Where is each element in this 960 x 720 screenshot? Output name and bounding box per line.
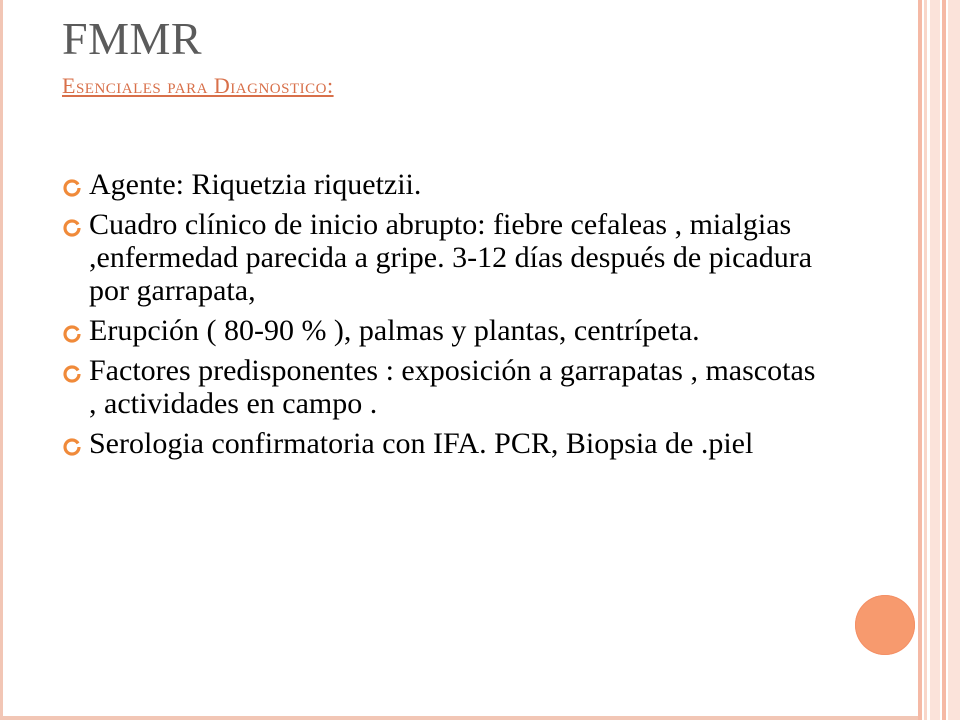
slide-subtitle: Esenciales para Diagnostico: (62, 73, 334, 98)
ring-bullet-icon (62, 178, 82, 198)
orange-circle-decoration (855, 595, 915, 655)
slide-title: FMMR (62, 13, 203, 64)
bullet-text: Factores predisponentes : exposición a garrapatas , mascotas , actividades en campo . (89, 354, 816, 420)
decorative-stripe (918, 0, 922, 720)
decorative-stripe (942, 0, 946, 720)
bullet-item (62, 208, 822, 307)
bullet-list (62, 168, 822, 467)
decorative-stripe (924, 0, 927, 720)
bullet-text: Cuadro clínico de inicio abrupto: fiebre cefaleas , mialgias ,enfermedad parecida a gripe. 3-12 días después de picadura por garrapata, (89, 208, 813, 307)
ring-bullet-icon (62, 437, 82, 457)
bullet-item (62, 168, 822, 201)
bullet-text: Erupción ( 80-90 % ), palmas y plantas, centrípeta. (89, 314, 700, 347)
decorative-stripe (930, 0, 940, 720)
frame-bottom-border (0, 716, 918, 720)
bullet-item (62, 314, 822, 347)
frame-left-border (0, 0, 3, 720)
decorative-stripe (948, 0, 960, 720)
ring-bullet-icon (62, 364, 82, 384)
bullet-text: Serologia confirmatoria con IFA. PCR, Biopsia de .piel (89, 427, 754, 460)
bullet-item (62, 427, 822, 460)
bullet-item (62, 354, 822, 420)
ring-bullet-icon (62, 218, 82, 238)
ring-bullet-icon (62, 324, 82, 344)
bullet-text: Agente: Riquetzia riquetzii. (89, 168, 422, 201)
